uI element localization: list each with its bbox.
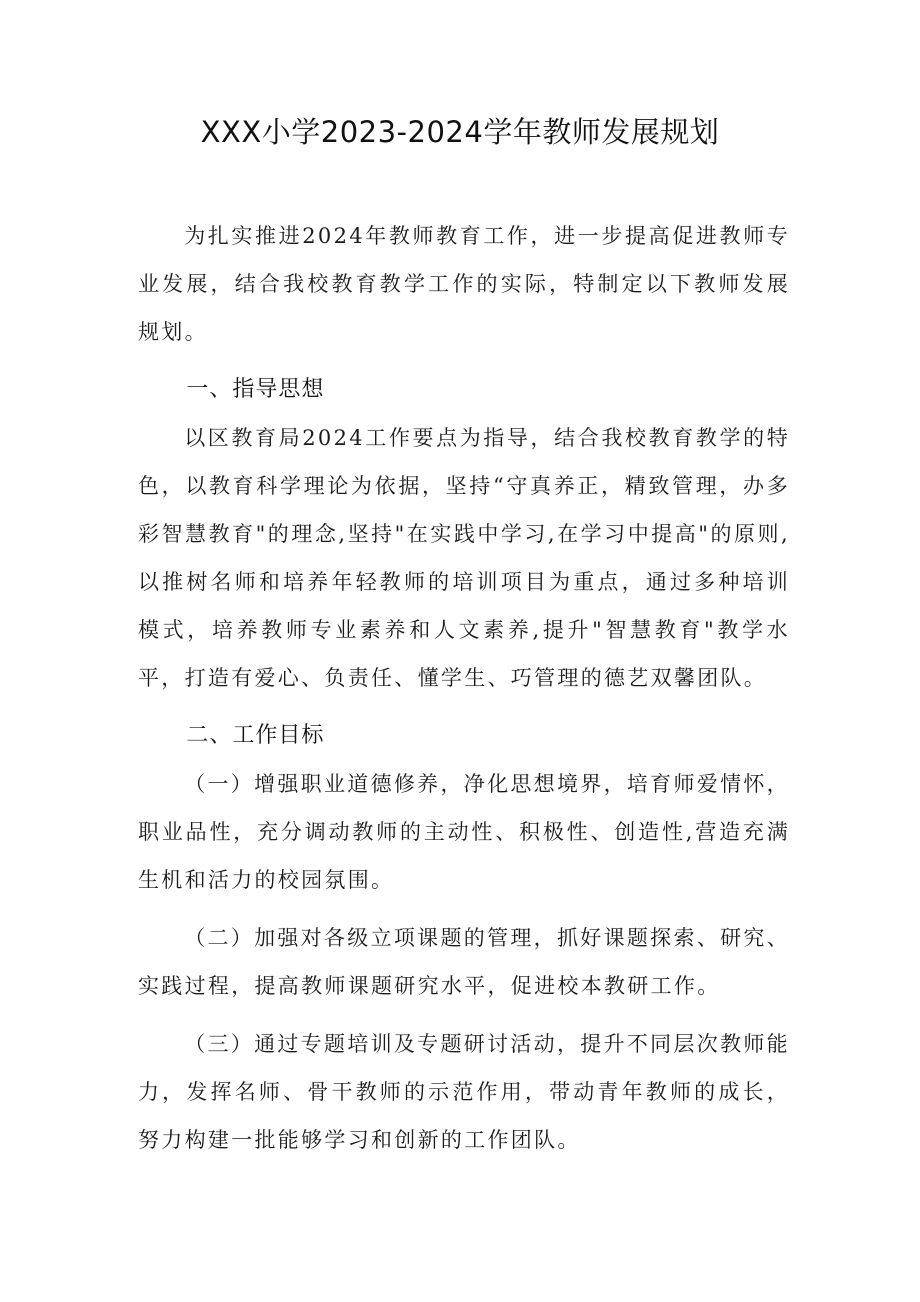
- intro-paragraph: 为扎实推进2024年教师教育工作，进一步提高促进教师专业发展，结合我校教育教学工作的实际，特制定以下教师发展规划。: [138, 224, 790, 344]
- goal-item-1: （一）增强职业道德修养，净化思想境界，培育师爱情怀，职业品性，充分调动教师的主动性、积极性、创造性,营造充满生机和活力的校园氛围。: [138, 772, 790, 892]
- section-1-paragraph: 以区教育局2024工作要点为指导，结合我校教育教学的特色，以教育科学理论为依据，坚持“守真养正，精致管理，办多彩智慧教育"的理念,坚持"在实践中学习,在学习中提高"的原则,以推树名师和培养年轻教师的培训项目为重点，通过多种培训模式，培养教师专业素养和人文素养,提升"智慧教育"教学水平，打造有爱心、负责任、懂学生、巧管理的德艺双馨团队。: [138, 426, 790, 690]
- document-title: XXX小学2023-2024学年教师发展规划: [200, 115, 720, 149]
- goal-item-2: （二）加强对各级立项课题的管理，抓好课题探索、研究、实践过程，提高教师课题研究水平，促进校本教研工作。: [138, 926, 790, 998]
- section-1-heading: 一、指导思想: [186, 377, 325, 402]
- document-body: [138, 212, 790, 1164]
- goal-item-3: （三）通过专题培训及专题研讨活动，提升不同层次教师能力，发挥名师、骨干教师的示范作用，带动青年教师的成长，努力构建一批能够学习和创新的工作团队。: [138, 1032, 790, 1152]
- section-2-heading: 二、工作目标: [186, 723, 325, 748]
